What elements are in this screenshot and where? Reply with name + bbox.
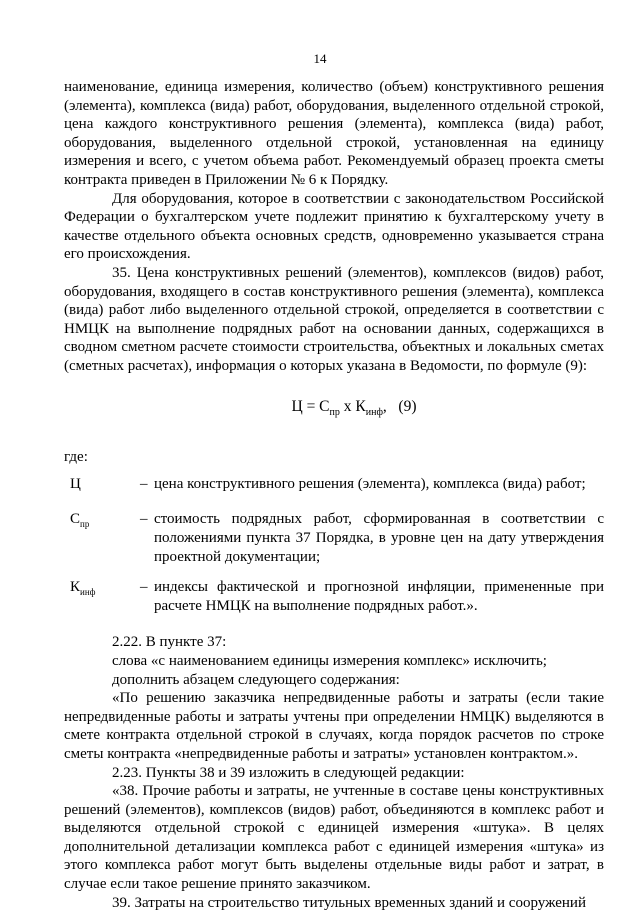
paragraph: дополнить абзацем следующего содержания: bbox=[112, 671, 400, 688]
definition-symbol: $К_{инф}$ bbox=[70, 579, 96, 598]
formula-sub-pr: пр bbox=[329, 406, 340, 418]
paragraph: слова «с наименованием единицы измерения комплекс» исключить; bbox=[112, 652, 547, 669]
paragraph: наименование, единица измерения, количество (объем) конструктивного решения (элемента), комплекса (вида) работ, оборудования, выделенного отдельной строкой, цена каждого конструктивного решения (элемента), комплекса (вида) работ, оборудования, выделенного отдельной строкой, установленная на единицу измерения и всего, с учетом объема работ. Рекомендуемый образец проекта сметы контракта приведен в Приложении № 6 к Порядку. bbox=[64, 79, 604, 188]
definition-row bbox=[64, 475, 604, 499]
page-number: 14 bbox=[313, 51, 327, 66]
definition-text: индексы фактической и прогнозной инфляции, примененные при расчете НМЦК на выполнение подрядных работ.». bbox=[154, 579, 604, 614]
formula-mid: х К bbox=[339, 397, 366, 415]
definition-row bbox=[64, 578, 604, 615]
formula-lhs: Ц = С bbox=[291, 397, 330, 415]
definition-dash: – bbox=[140, 475, 148, 492]
formula-9 bbox=[104, 398, 604, 423]
definition-dash: – bbox=[140, 511, 148, 528]
definition-dash: – bbox=[140, 579, 148, 596]
document-body bbox=[64, 78, 604, 912]
paragraph: Для оборудования, которое в соответствии с законодательством Российской Федерации о бухгалтерском учете подлежит принятию к бухгалтерскому учету в качестве отдельного объекта основных средств, одновременно указывается страна его происхождения. bbox=[64, 190, 604, 263]
definition-text: стоимость подрядных работ, сформированная в соответствии с положениями пункта 37 Порядка, в уровне цен на дату утверждения проектной документации; bbox=[154, 511, 604, 565]
definition-row bbox=[64, 510, 604, 566]
definition-text: цена конструктивного решения (элемента), комплекса (вида) работ; bbox=[154, 475, 586, 492]
formula-tail: , bbox=[382, 397, 387, 415]
section-2-22: 2.22. В пункте 37: bbox=[112, 634, 227, 651]
section-2-23: 2.23. Пункты 38 и 39 изложить в следующей редакции: bbox=[112, 764, 465, 781]
formula-sub-inf: инф bbox=[365, 406, 383, 418]
paragraph-38: «38. Прочие работы и затраты, не учтенные в составе цены конструктивных решений (элементов), комплексов (видов) работ, объединяются в комплекс работ и выделяются отдельной строкой с единицей измерения «штука». В целях дополнительной детализации комплекса работ с единицей измерения «штука» из этого комплекса работ могут быть выделены отдельные виды работ и затрат, в случае если такое решение принято заказчиком. bbox=[64, 783, 604, 893]
paragraph: «По решению заказчика непредвиденные работы и затраты (если такие непредвиденные работы и затраты учтены при определении НМЦК) выделяются в смете контракта отдельной строкой в случаях, когда порядок расчетов по строке сметы контракта «непредвиденные работы и затраты» установлен контрактом.». bbox=[64, 690, 604, 762]
paragraph-35: 35. Цена конструктивных решений (элементов), комплексов (видов) работ, оборудования, входящего в состав конструктивного решения (элемента), комплекса (вида) работ либо выделенного отдельной строкой, определяется в соответствии с НМЦК на выполнение подрядных работ на основании данных, содержащихся в сводном сметном расчете стоимости строительства, объектных и локальных сметах (сметных расчетах), информация о которых указана в Ведомости, по формуле (9): bbox=[64, 264, 604, 374]
where-label: где: bbox=[64, 449, 88, 466]
formula-number: (9) bbox=[398, 397, 417, 415]
paragraph-39: 39. Затраты на строительство титульных временных зданий и сооружений bbox=[112, 894, 586, 911]
definition-symbol: Ц bbox=[70, 475, 81, 492]
definition-symbol: $С_{пр}$ bbox=[70, 511, 90, 530]
